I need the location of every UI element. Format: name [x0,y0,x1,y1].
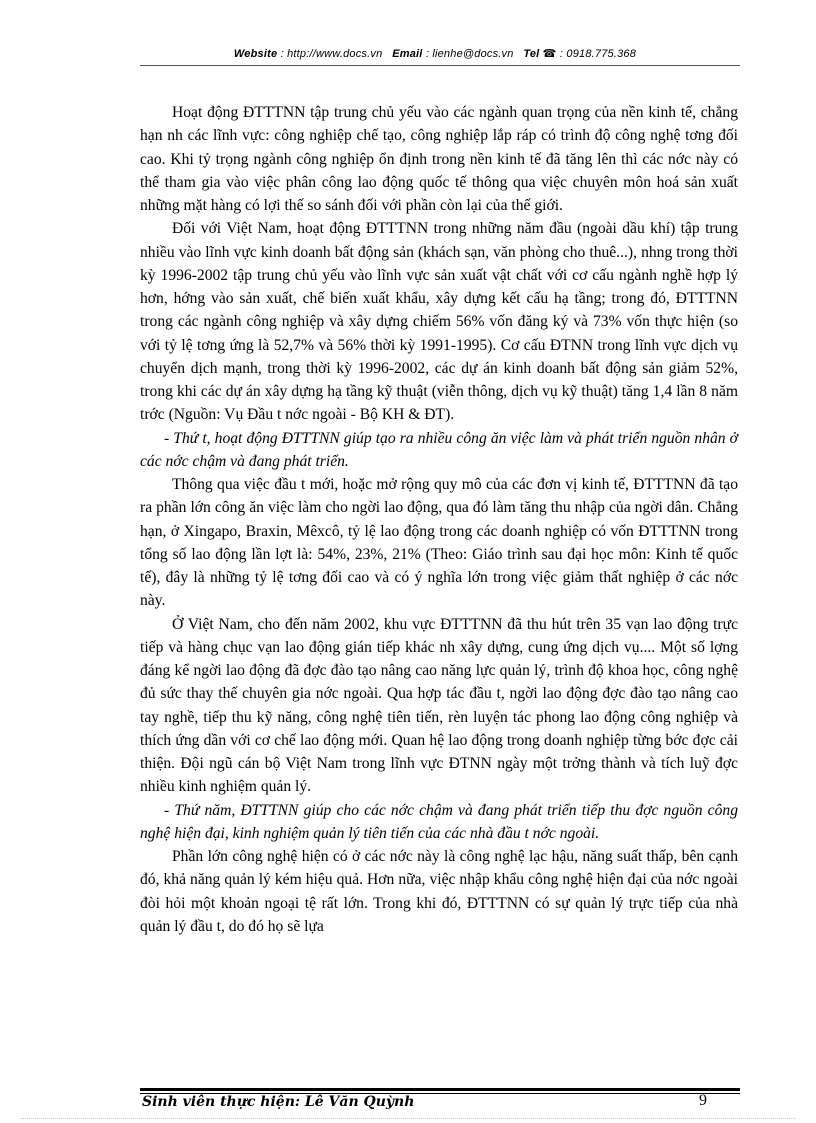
tel-value: : 0918.775.368 [559,48,637,60]
paragraph: Đối với Việt Nam, hoạt động ĐTTTNN trong những năm đầu (ngoài dầu khí) tập trung nhiều vào lĩnh vực kinh doanh bất động sản (khách sạn, văn phòng cho thuê...), nhng trong thời kỳ 1996-2002 tập trung chủ yếu vào lĩnh vực sản xuất vật chất với cơ cấu ngành nghề hợp lý hơn, hớng vào sản xuất, chế biến xuất khẩu, xây dựng kết cấu hạ tầng; trong đó, ĐTTTNN trong các ngành công nghiệp và xây dựng chiếm 56% vốn đăng ký và 73% vốn thực hiện (so với tỷ lệ tơng ứng là 52,7% và 56% thời kỳ 1991-1995). Cơ cấu ĐTNN trong lĩnh vực dịch vụ chuyển dịch mạnh, trong thời kỳ 1996-2002, các dự án kinh doanh bất động sản giảm 52%, trong khi các dự án xây dựng hạ tầng kỹ thuật (viễn thông, dịch vụ kỹ thuật) tăng 1,4 lần 8 năm trớc (Nguồn: Vụ Đầu t nớc ngoài - Bộ KH & ĐT). [140,220,738,424]
italic-heading-paragraph: - Thứ t, hoạt động ĐTTTNN giúp tạo ra nhiều công ăn việc làm và phát triển nguồn nhân ở các nớc chậm và đang phát triển. [140,429,738,470]
website-label: Website [233,48,278,60]
paragraph: Ở Việt Nam, cho đến năm 2002, khu vực ĐTTTNN đã thu hút trên 35 vạn lao động trực tiếp và hàng chục vạn lao động gián tiếp khác nh xây dựng, cung ứng dịch vụ.... Một số lợng đáng kể ngời lao động đã đợc đào tạo nâng cao năng lực quản lý, trình độ khoa học, công nghệ đủ sức thay thế chuyên gia nớc ngoài. Qua hợp tác đầu t, ngời lao động đợc đào tạo nâng cao tay nghề, tiếp thu kỹ năng, công nghệ tiên tiến, rèn luyện tác phong lao động công nghiệp và thích ứng dần với cơ chế lao động mới. Quan hệ lao động trong doanh nghiệp từng bớc đợc cải thiện. Đội ngũ cán bộ Việt Nam trong lĩnh vực ĐTNN ngày một trởng thành và tích luỹ đợc nhiều kinh nghiệm quản lý. [140,615,738,796]
page-bottom-edge [20,1118,796,1119]
email-value: : lienhe@docs.vn [425,48,514,60]
email-label: Email [392,48,423,60]
page-header [130,47,740,60]
tel-label: Tel ☎ [523,48,557,60]
footer-author: Sinh viên thực hiện: Lê Văn Quỳnh [142,1094,415,1110]
italic-heading-paragraph: - Thứ năm, ĐTTTNN giúp cho các nớc chậm và đang phát triển tiếp thu đợc nguồn công nghệ hiện đại, kinh nghiệm quản lý tiên tiến của các nhà đầu t nớc ngoài. [140,801,738,842]
page-number: 9 [699,1092,707,1109]
paragraph: Hoạt động ĐTTTNN tập trung chủ yếu vào các ngành quan trọng của nền kinh tế, chẳng hạn nh các lĩnh vực: công nghiệp chế tạo, công nghiệp lắp ráp có trình độ công nghệ tơng đối cao. Khi tỷ trọng ngành công nghiệp ổn định trong nền kinh tế đã tăng lên thì các nớc này có thể tham gia vào việc phân công lao động quốc tế thông qua việc chuyên môn hoá sản xuất những mặt hàng có lợi thế so sánh đối với phần còn lại của thế giới. [140,104,738,214]
header-divider [140,65,740,66]
paragraph: Phần lớn công nghệ hiện có ở các nớc này là công nghệ lạc hậu, năng suất thấp, bên cạnh đó, khả năng quản lý kém hiệu quả. Hơn nữa, việc nhập khẩu công nghệ hiện đại của nớc ngoài đòi hỏi một khoản ngoại tệ rất lớn. Trong khi đó, ĐTTTNN có sự quản lý trực tiếp của nhà quản lý đầu t, do đó họ sẽ lựa [140,848,738,935]
paragraph: Thông qua việc đầu t mới, hoặc mở rộng quy mô của các đơn vị kinh tế, ĐTTTNN đã tạo ra phần lớn công ăn việc làm cho ngời lao động, qua đó làm tăng thu nhập của ngời dân. Chẳng hạn, ở Xingapo, Braxin, Mêxcô, tỷ lệ lao động trong các doanh nghiệp có vốn ĐTTTNN trong tổng số lao động lần lợt là: 54%, 23%, 21% (Theo: Giáo trình sau đại học môn: Kinh tế quốc tế), đây là những tỷ lệ tơng đối cao và có ý nghĩa lớn trong việc giảm thất nghiệp ở các nớc này. [140,476,738,610]
website-value: : http://www.docs.vn [280,48,383,60]
document-body [140,101,738,938]
footer-divider-thick [140,1088,740,1091]
